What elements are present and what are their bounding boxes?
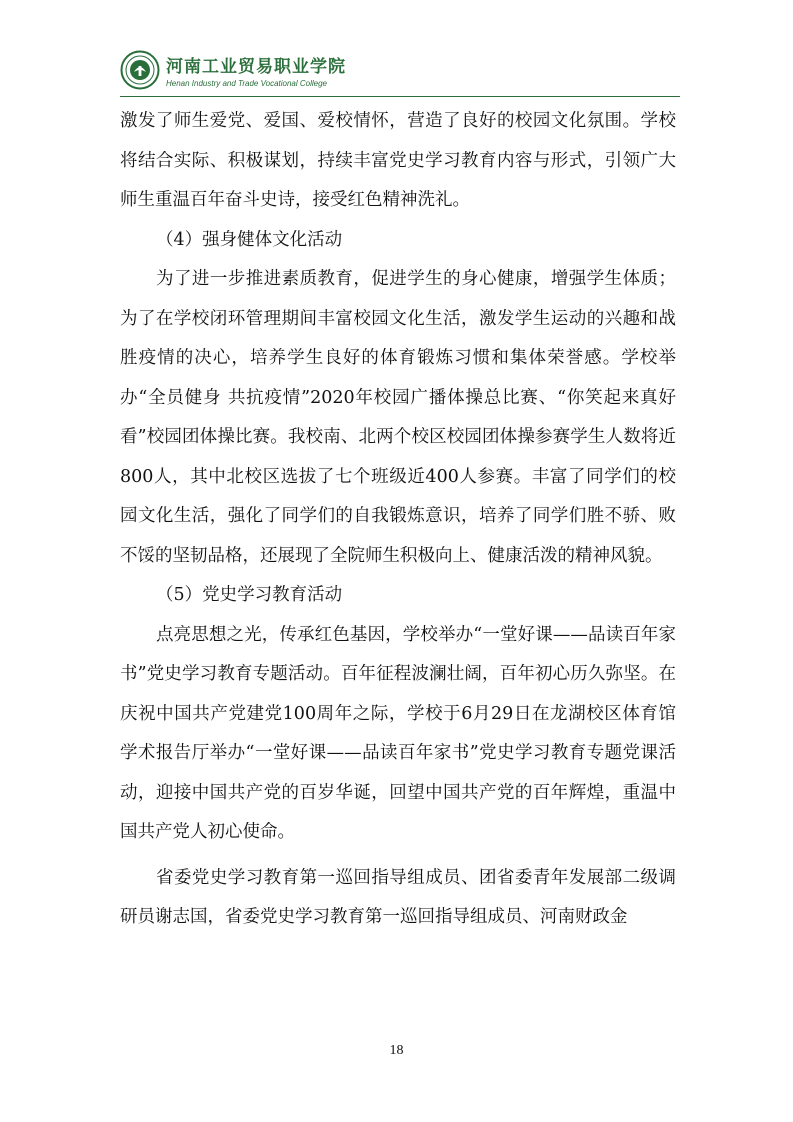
school-name-cn: 河南工业贸易职业学院 (166, 57, 346, 77)
paragraph-party-history: 点亮思想之光，传承红色基因，学校举办“一堂好课——品读百年家书”党史学习教育专题活动。百年征程波澜壮阔，百年初心历久弥坚。在庆祝中国共产党建党100周年之际，学校于6月29日在龙湖校区体育馆学术报告厅举办“一堂好课——品读百年家书”党史学习教育专题党课活动，迎接中国共产党的百岁华诞，回望中国共产党的百年辉煌，重温中国共产党人初心使命。 (120, 624, 676, 842)
school-name-block (166, 52, 346, 88)
paragraph-guidance-group: 省委党史学习教育第一巡回指导组成员、团省委青年发展部二级调研员谢志国，省委党史学习教育第一巡回指导组成员、河南财政金 (120, 867, 676, 927)
section-heading-5: （5）党史学习教育活动 (156, 585, 343, 605)
college-emblem-icon (120, 50, 160, 90)
section-heading-4: （4）强身健体文化活动 (156, 229, 343, 250)
page-number: 18 (389, 1043, 404, 1058)
page-body (120, 102, 676, 938)
page-header (120, 50, 680, 94)
paragraph-fitness: 为了进一步推进素质教育，促进学生的身心健康，增强学生体质；为了在学校闭环管理期间丰富校园文化生活，激发学生运动的兴趣和战胜疫情的决心，培养学生良好的体育锻炼习惯和集体荣誉感。学校举办“全员健身 共抗疫情”2020年校园广播体操总比赛、“你笑起来真好看”校园团体操比赛。我校南、北两个校区校园团体操参赛学生人数将近800人，其中北校区选拔了七个班级近400人参赛。丰富了同学们的校园文化生活，强化了同学们的自我锻炼意识，培养了同学们胜不骄、败不馁的坚韧品格，还展现了全院师生积极向上、健康活泼的精神风貌。 (120, 269, 676, 566)
school-name-en: Henan Industry and Trade Vocational College (166, 79, 327, 88)
header-divider (120, 96, 680, 97)
paragraph-continued: 激发了师生爱党、爱国、爱校情怀，营造了良好的校园文化氛围。学校将结合实际、积极谋划，持续丰富党史学习教育内容与形式，引领广大师生重温百年奋斗史诗，接受红色精神洗礼。 (120, 111, 676, 210)
